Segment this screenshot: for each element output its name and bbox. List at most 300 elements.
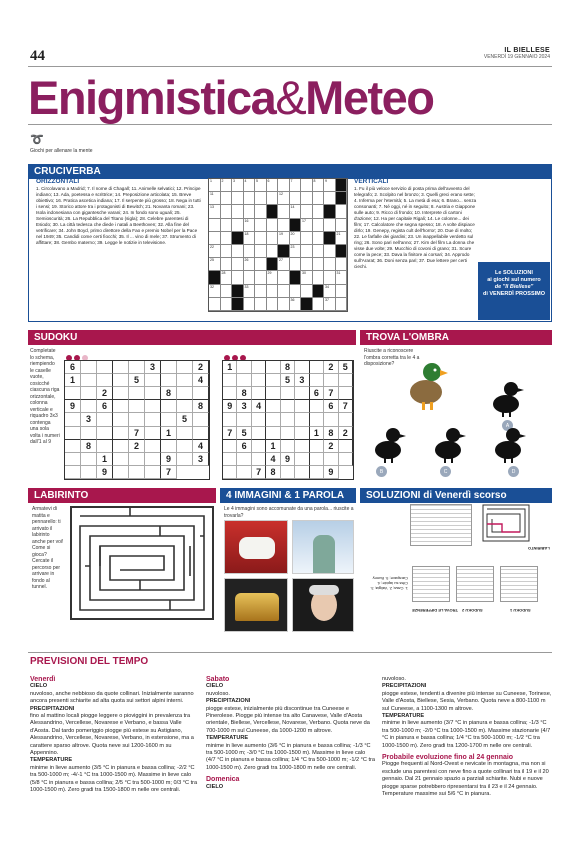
sudoku-cell[interactable] xyxy=(252,427,266,440)
crossword-cell[interactable] xyxy=(301,192,313,205)
crossword-cell[interactable]: 37 xyxy=(324,298,336,311)
sudoku-cell[interactable] xyxy=(237,453,251,466)
crossword-cell[interactable] xyxy=(324,271,336,284)
sudoku-cell[interactable] xyxy=(295,440,309,453)
crossword-cell[interactable] xyxy=(232,271,244,284)
sudoku-cell[interactable] xyxy=(161,440,177,453)
sudoku-cell[interactable] xyxy=(113,453,129,466)
sudoku-cell[interactable] xyxy=(266,427,280,440)
sudoku-cell[interactable] xyxy=(97,413,113,426)
sudoku-grid-1[interactable] xyxy=(64,360,210,480)
sudoku-cell[interactable] xyxy=(266,387,280,400)
crossword-cell[interactable] xyxy=(301,285,313,298)
sudoku-cell[interactable] xyxy=(81,453,97,466)
sudoku-cell[interactable] xyxy=(145,374,161,387)
option-letter[interactable]: A xyxy=(502,420,513,431)
sudoku-cell[interactable] xyxy=(193,413,209,426)
sudoku-cell[interactable] xyxy=(113,374,129,387)
sudoku-cell[interactable]: 4 xyxy=(193,374,209,387)
crossword-cell[interactable] xyxy=(290,258,302,271)
crossword-cell[interactable]: 36 xyxy=(290,298,302,311)
sudoku-cell[interactable]: 2 xyxy=(97,387,113,400)
sudoku-cell[interactable] xyxy=(324,453,338,466)
sudoku-cell[interactable] xyxy=(177,361,193,374)
crossword-cell[interactable] xyxy=(232,258,244,271)
crossword-cell[interactable] xyxy=(267,232,279,245)
crossword-cell[interactable] xyxy=(221,258,233,271)
crossword-cell[interactable] xyxy=(209,219,221,232)
crossword-cell[interactable] xyxy=(255,205,267,218)
sudoku-cell[interactable] xyxy=(266,374,280,387)
sudoku-cell[interactable] xyxy=(97,361,113,374)
sudoku-cell[interactable]: 6 xyxy=(97,400,113,413)
sudoku-cell[interactable] xyxy=(237,413,251,426)
forecast-day: Domenica xyxy=(206,776,240,784)
crossword-cell[interactable] xyxy=(324,219,336,232)
crossword-cell[interactable] xyxy=(324,205,336,218)
crossword-cell[interactable] xyxy=(221,298,233,311)
crossword-cell[interactable] xyxy=(255,258,267,271)
sudoku-cell[interactable] xyxy=(65,440,81,453)
crossword-cell[interactable] xyxy=(255,192,267,205)
sudoku-cell[interactable]: 3 xyxy=(237,400,251,413)
sudoku-cell[interactable] xyxy=(266,361,280,374)
crossword-cell[interactable] xyxy=(221,219,233,232)
sudoku-cell[interactable]: 5 xyxy=(237,427,251,440)
crossword-cell[interactable] xyxy=(267,258,279,271)
sudoku-cell[interactable] xyxy=(310,400,324,413)
sudoku-cell[interactable]: 7 xyxy=(252,466,266,479)
crossword-cell[interactable] xyxy=(301,179,313,192)
sudoku-cell[interactable] xyxy=(339,453,353,466)
sudoku-cell[interactable] xyxy=(145,453,161,466)
crossword-grid[interactable] xyxy=(208,178,348,312)
crossword-cell[interactable] xyxy=(336,258,348,271)
sudoku-cell[interactable]: 4 xyxy=(252,400,266,413)
crossword-cell[interactable]: 14 xyxy=(290,205,302,218)
crossword-cell[interactable] xyxy=(278,271,290,284)
crossword-cell[interactable]: 1 xyxy=(209,179,221,192)
sudoku-cell[interactable]: 1 xyxy=(266,440,280,453)
sudoku-cell[interactable]: 6 xyxy=(237,440,251,453)
sudoku-cell[interactable] xyxy=(145,440,161,453)
crossword-cell[interactable]: 4 xyxy=(244,179,256,192)
crossword-cell[interactable] xyxy=(278,245,290,258)
crossword-cell[interactable] xyxy=(336,245,348,258)
sudoku-cell[interactable]: 7 xyxy=(324,387,338,400)
sudoku-cell[interactable] xyxy=(81,400,97,413)
crossword-cell[interactable] xyxy=(290,219,302,232)
crossword-cell[interactable]: 8 xyxy=(313,179,325,192)
option-letter[interactable]: D xyxy=(508,466,519,477)
sudoku-cell[interactable] xyxy=(129,400,145,413)
crossword-cell[interactable] xyxy=(336,219,348,232)
crossword-cell[interactable]: 13 xyxy=(209,205,221,218)
sudoku-cell[interactable]: 8 xyxy=(81,440,97,453)
sudoku-cell[interactable]: 5 xyxy=(281,374,295,387)
sudoku-cell[interactable] xyxy=(129,387,145,400)
crossword-cell[interactable]: 26 xyxy=(244,258,256,271)
sudoku-cell[interactable] xyxy=(237,361,251,374)
crossword-cell[interactable]: 28 xyxy=(221,271,233,284)
sudoku-cell[interactable] xyxy=(310,466,324,479)
sudoku-cell[interactable]: 5 xyxy=(177,413,193,426)
sudoku-cell[interactable] xyxy=(113,400,129,413)
crossword-cell[interactable] xyxy=(313,298,325,311)
crossword-cell[interactable] xyxy=(244,245,256,258)
sudoku-cell[interactable] xyxy=(193,427,209,440)
sudoku-cell[interactable] xyxy=(161,374,177,387)
crossword-cell[interactable] xyxy=(209,271,221,284)
sudoku-cell[interactable] xyxy=(145,427,161,440)
sudoku-cell[interactable] xyxy=(223,387,237,400)
crossword-cell[interactable]: 18 xyxy=(244,232,256,245)
crossword-cell[interactable]: 12 xyxy=(278,192,290,205)
crossword-cell[interactable] xyxy=(244,192,256,205)
sudoku-cell[interactable]: 6 xyxy=(310,387,324,400)
crossword-cell[interactable] xyxy=(313,245,325,258)
sudoku-cell[interactable] xyxy=(145,466,161,479)
crossword-cell[interactable] xyxy=(232,205,244,218)
forecast-saturday xyxy=(206,676,376,791)
sudoku-cell[interactable] xyxy=(81,361,97,374)
sudoku-cell[interactable]: 2 xyxy=(324,361,338,374)
crossword-cell[interactable] xyxy=(209,298,221,311)
sudoku-cell[interactable] xyxy=(281,387,295,400)
crossword-cell[interactable]: 20 xyxy=(290,232,302,245)
crossword-cell[interactable] xyxy=(255,285,267,298)
sudoku-cell[interactable] xyxy=(129,413,145,426)
forecast-label: CIELO xyxy=(206,683,224,690)
sudoku-cell[interactable] xyxy=(177,387,193,400)
crossword-cell[interactable] xyxy=(255,298,267,311)
crossword-cell[interactable] xyxy=(267,192,279,205)
sudoku-cell[interactable] xyxy=(177,374,193,387)
crossword-cell[interactable] xyxy=(244,298,256,311)
sudoku-cell[interactable]: 1 xyxy=(65,374,81,387)
sudoku-cell[interactable]: 8 xyxy=(324,427,338,440)
sudoku-cell[interactable]: 2 xyxy=(339,427,353,440)
crossword-cell[interactable] xyxy=(290,285,302,298)
sudoku-cell[interactable] xyxy=(129,453,145,466)
sudoku-cell[interactable]: 7 xyxy=(129,427,145,440)
crossword-cell[interactable]: 29 xyxy=(267,271,279,284)
sudoku-cell[interactable] xyxy=(281,466,295,479)
crossword-cell[interactable] xyxy=(313,219,325,232)
sudoku-cell[interactable]: 8 xyxy=(237,387,251,400)
sudoku-cell[interactable]: 8 xyxy=(266,466,280,479)
crossword-cell[interactable] xyxy=(324,245,336,258)
duck-icon xyxy=(398,356,450,412)
sudoku-cell[interactable]: 7 xyxy=(161,466,177,479)
sudoku-cell[interactable]: 9 xyxy=(223,400,237,413)
top-rule xyxy=(28,66,552,67)
sudoku-cell[interactable] xyxy=(295,400,309,413)
sudoku-cell[interactable]: 4 xyxy=(266,453,280,466)
crossword-cell[interactable] xyxy=(336,285,348,298)
sudoku-cell[interactable]: 1 xyxy=(223,361,237,374)
crossword-cell[interactable]: 34 xyxy=(324,285,336,298)
sudoku-cell[interactable] xyxy=(339,387,353,400)
crossword-cell[interactable]: 11 xyxy=(209,192,221,205)
sudoku-cell[interactable] xyxy=(113,387,129,400)
crossword-cell[interactable] xyxy=(244,271,256,284)
crossword-cell[interactable] xyxy=(232,219,244,232)
duck-shadow-icon xyxy=(486,378,526,418)
crossword-cell[interactable]: 5 xyxy=(255,179,267,192)
sudoku-cell[interactable] xyxy=(129,466,145,479)
sudoku-cell[interactable] xyxy=(237,466,251,479)
sudoku-cell[interactable]: 3 xyxy=(145,361,161,374)
crossword-cell[interactable] xyxy=(313,285,325,298)
crossword-cell[interactable] xyxy=(255,271,267,284)
maze-image[interactable] xyxy=(70,506,214,620)
sudoku-cell[interactable]: 4 xyxy=(193,440,209,453)
crossword-cell[interactable] xyxy=(336,298,348,311)
crossword-cell[interactable] xyxy=(278,205,290,218)
sudoku-cell[interactable]: 1 xyxy=(161,427,177,440)
sudoku-cell[interactable]: 5 xyxy=(339,361,353,374)
crossword-cell[interactable] xyxy=(232,285,244,298)
sudoku-cell[interactable] xyxy=(281,427,295,440)
sudoku-cell[interactable] xyxy=(223,466,237,479)
sudoku-cell[interactable] xyxy=(252,453,266,466)
crossword-cell[interactable]: 32 xyxy=(209,285,221,298)
option-letter[interactable]: B xyxy=(376,466,387,477)
sudoku-cell[interactable] xyxy=(223,453,237,466)
sudoku-cell[interactable]: 3 xyxy=(295,374,309,387)
sudoku-cell[interactable]: 9 xyxy=(97,466,113,479)
sudoku-cell[interactable] xyxy=(81,387,97,400)
sudoku-cell[interactable] xyxy=(161,361,177,374)
crossword-cell[interactable] xyxy=(255,219,267,232)
crossword-cell[interactable] xyxy=(336,192,348,205)
sudoku-solution xyxy=(412,566,450,602)
sudoku-cell[interactable] xyxy=(193,387,209,400)
sudoku-cell[interactable] xyxy=(145,400,161,413)
solutions-note-line: Le SOLUZIONI xyxy=(495,270,533,276)
sudoku-cell[interactable] xyxy=(252,387,266,400)
crossword-cell[interactable]: 9 xyxy=(324,179,336,192)
crossword-cell[interactable]: 7 xyxy=(290,179,302,192)
sudoku-cell[interactable]: 6 xyxy=(324,400,338,413)
sudoku-cell[interactable] xyxy=(324,413,338,426)
sudoku-cell[interactable] xyxy=(81,374,97,387)
sudoku-cell[interactable] xyxy=(145,413,161,426)
sudoku-cell[interactable] xyxy=(310,374,324,387)
crossword-cell[interactable] xyxy=(278,179,290,192)
sudoku-cell[interactable]: 3 xyxy=(81,413,97,426)
crossword-cell[interactable]: 16 xyxy=(244,219,256,232)
sudoku-cell[interactable] xyxy=(310,413,324,426)
crossword-cell[interactable] xyxy=(232,298,244,311)
sudoku-cell[interactable] xyxy=(252,413,266,426)
sudoku-cell[interactable] xyxy=(113,413,129,426)
crossword-cell[interactable] xyxy=(301,258,313,271)
sudoku-cell[interactable] xyxy=(65,466,81,479)
sudoku-cell[interactable]: 9 xyxy=(281,453,295,466)
crossword-cell[interactable] xyxy=(290,192,302,205)
forecast-text: nuvoloso. xyxy=(206,690,230,697)
sudoku-cell[interactable] xyxy=(145,387,161,400)
sudoku-cell[interactable] xyxy=(339,413,353,426)
sudoku-cell[interactable] xyxy=(223,440,237,453)
crossword-cell[interactable] xyxy=(267,205,279,218)
crossword-cell[interactable] xyxy=(232,245,244,258)
option-letter[interactable]: C xyxy=(440,466,451,477)
sudoku-grid-2[interactable] xyxy=(222,360,354,480)
sudoku-cell[interactable] xyxy=(113,361,129,374)
sudoku-cell[interactable] xyxy=(252,374,266,387)
sudoku-cell[interactable] xyxy=(223,374,237,387)
crossword-cell[interactable]: 21 xyxy=(336,232,348,245)
page-title xyxy=(28,70,433,125)
crossword-cell[interactable] xyxy=(221,285,233,298)
crossword-cell[interactable] xyxy=(336,179,348,192)
sudoku-cell[interactable] xyxy=(266,413,280,426)
crossword-cell[interactable] xyxy=(267,245,279,258)
sudoku-cell[interactable]: 5 xyxy=(129,374,145,387)
sudoku-cell[interactable] xyxy=(295,453,309,466)
sudoku-cell[interactable] xyxy=(177,427,193,440)
crossword-cell[interactable] xyxy=(278,219,290,232)
crossword-cell[interactable]: 2 xyxy=(221,179,233,192)
sudoku-cell[interactable] xyxy=(223,413,237,426)
crossword-cell[interactable] xyxy=(301,232,313,245)
crossword-cell[interactable] xyxy=(244,205,256,218)
crossword-cell[interactable] xyxy=(267,298,279,311)
crossword-cell[interactable]: 22 xyxy=(209,245,221,258)
sudoku-cell[interactable]: 2 xyxy=(324,440,338,453)
crossword-cell[interactable] xyxy=(232,192,244,205)
sudoku-cell[interactable] xyxy=(281,413,295,426)
sudoku-cell[interactable] xyxy=(177,453,193,466)
crossword-cell[interactable] xyxy=(301,205,313,218)
crossword-cell[interactable] xyxy=(301,245,313,258)
sudoku-cell[interactable] xyxy=(295,387,309,400)
sudoku-cell[interactable]: 9 xyxy=(324,466,338,479)
sudoku-cell[interactable] xyxy=(177,440,193,453)
crossword-cell[interactable] xyxy=(336,205,348,218)
sudoku-cell[interactable]: 8 xyxy=(281,361,295,374)
sudoku-cell[interactable] xyxy=(281,400,295,413)
sudoku-cell[interactable]: 2 xyxy=(129,440,145,453)
sudoku-cell[interactable] xyxy=(113,466,129,479)
sudoku-cell[interactable] xyxy=(81,427,97,440)
crossword-cell[interactable]: 31 xyxy=(336,271,348,284)
sudoku-cell[interactable] xyxy=(97,427,113,440)
sudoku-cell[interactable]: 7 xyxy=(339,400,353,413)
sudoku-cell[interactable] xyxy=(65,387,81,400)
crossword-cell[interactable] xyxy=(313,258,325,271)
sudoku-cell[interactable] xyxy=(295,427,309,440)
crossword-cell[interactable] xyxy=(267,219,279,232)
sudoku-cell[interactable]: 1 xyxy=(310,427,324,440)
sudoku-cell[interactable] xyxy=(281,440,295,453)
sudoku-cell[interactable] xyxy=(295,361,309,374)
crossword-cell[interactable]: 33 xyxy=(244,285,256,298)
crossword-cell[interactable]: 27 xyxy=(278,258,290,271)
sudoku-cell[interactable] xyxy=(113,440,129,453)
sudoku-cell[interactable] xyxy=(310,453,324,466)
crossword-cell[interactable] xyxy=(209,232,221,245)
crossword-cell[interactable] xyxy=(278,298,290,311)
crossword-heading: CRUCIVERBA xyxy=(28,164,552,179)
crossword-cell[interactable]: 23 xyxy=(290,245,302,258)
sudoku-cell[interactable] xyxy=(339,440,353,453)
crossword-cell[interactable]: 30 xyxy=(301,271,313,284)
sudoku-cell[interactable] xyxy=(266,400,280,413)
crossword-cell[interactable] xyxy=(255,232,267,245)
crossword-cell[interactable] xyxy=(324,258,336,271)
crossword-cell[interactable] xyxy=(221,205,233,218)
sudoku-cell[interactable] xyxy=(295,466,309,479)
crossword-cell[interactable]: 6 xyxy=(267,179,279,192)
crossword-cell[interactable]: 3 xyxy=(232,179,244,192)
crossword-cell[interactable] xyxy=(221,245,233,258)
sudoku-cell[interactable] xyxy=(252,361,266,374)
sudoku-cell[interactable] xyxy=(129,361,145,374)
sudoku-cell[interactable]: 8 xyxy=(193,400,209,413)
sudoku-cell[interactable] xyxy=(310,361,324,374)
sudoku-cell[interactable] xyxy=(161,400,177,413)
sudoku-cell[interactable]: 1 xyxy=(97,453,113,466)
crossword-cell[interactable] xyxy=(278,285,290,298)
sudoku-cell[interactable]: 2 xyxy=(193,361,209,374)
crossword-cell[interactable] xyxy=(313,271,325,284)
sudoku-cell[interactable] xyxy=(324,374,338,387)
sudoku-cell[interactable] xyxy=(65,427,81,440)
sudoku-cell[interactable]: 3 xyxy=(193,453,209,466)
sudoku-cell[interactable]: 6 xyxy=(65,361,81,374)
sudoku-cell[interactable] xyxy=(177,400,193,413)
sudoku-cell[interactable] xyxy=(65,453,81,466)
sudoku-cell[interactable] xyxy=(339,374,353,387)
sudoku-cell[interactable] xyxy=(97,374,113,387)
sudoku-cell[interactable] xyxy=(97,440,113,453)
sudoku-cell[interactable] xyxy=(295,413,309,426)
crossword-cell[interactable] xyxy=(313,192,325,205)
sudoku-cell[interactable] xyxy=(310,440,324,453)
sudoku-cell[interactable]: 9 xyxy=(65,400,81,413)
crossword-cell[interactable] xyxy=(324,192,336,205)
sudoku-cell[interactable] xyxy=(81,466,97,479)
sudoku-cell[interactable] xyxy=(237,374,251,387)
sudoku-cell[interactable]: 9 xyxy=(161,453,177,466)
sudoku-cell[interactable] xyxy=(252,440,266,453)
crossword-cell[interactable] xyxy=(301,298,313,311)
crossword-cell[interactable] xyxy=(267,285,279,298)
crossword-cell[interactable] xyxy=(221,192,233,205)
crossword-cell[interactable] xyxy=(324,232,336,245)
crossword-cell[interactable]: 19 xyxy=(278,232,290,245)
sudoku-cell[interactable] xyxy=(113,427,129,440)
crossword-cell[interactable]: 17 xyxy=(301,219,313,232)
forecast-text: minime in lieve aumento (3/5 °C in pianura e bassa collina; -2/2 °C tra 500-1000 m; -4/-1 °C tra 1000-1500 m). Massime in lieve calo (5/8 °C in pianura e bassa collina; 2/5 °C tra 500-1000 m; 0/3 °C tra 1000-1500 m). Zero gradi tra 1500-1800 m nelle ore centrali. xyxy=(30,764,198,794)
page-number: 44 xyxy=(30,48,45,64)
sudoku-cell[interactable]: 7 xyxy=(223,427,237,440)
crossword-cell[interactable] xyxy=(221,232,233,245)
crossword-cell[interactable] xyxy=(255,245,267,258)
crossword-cell[interactable]: 25 xyxy=(209,258,221,271)
sudoku-cell[interactable] xyxy=(65,413,81,426)
crossword-cell[interactable] xyxy=(313,232,325,245)
sudoku-cell[interactable] xyxy=(161,413,177,426)
crossword-cell[interactable] xyxy=(290,271,302,284)
sudoku-cell[interactable]: 8 xyxy=(161,387,177,400)
crossword-cell[interactable] xyxy=(232,232,244,245)
crossword-cell[interactable] xyxy=(313,205,325,218)
